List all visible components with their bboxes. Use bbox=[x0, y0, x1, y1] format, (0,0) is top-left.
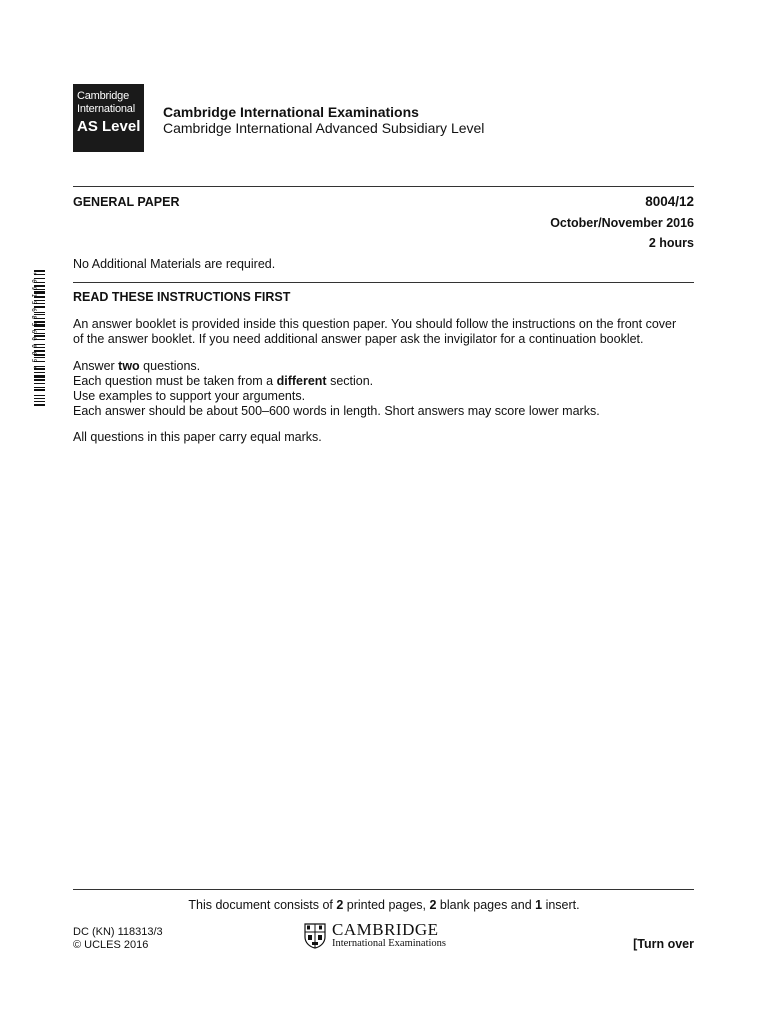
text-span: Answer bbox=[73, 359, 119, 373]
instruction-examples: Use examples to support your arguments. bbox=[73, 389, 306, 403]
exam-duration: 2 hours bbox=[648, 236, 694, 250]
brand-subtitle: International Examinations bbox=[332, 938, 447, 949]
document-reference bbox=[73, 926, 163, 952]
emphasis: different bbox=[276, 374, 327, 388]
crest-icon bbox=[304, 923, 326, 949]
as-level-logo bbox=[73, 84, 144, 152]
blank-count: 2 bbox=[429, 898, 437, 912]
paper-code: 8004/12 bbox=[645, 194, 694, 209]
divider-top bbox=[73, 186, 694, 187]
instruction-answer-count bbox=[73, 359, 703, 374]
brand-text bbox=[332, 921, 446, 950]
instructions-p1-line1: An answer booklet is provided inside this question paper. You should follow the instructions on the front cover bbox=[73, 317, 677, 331]
barcode-digits: * 6 9 1 5 6 8 5 6 0 0 0 5 * bbox=[30, 272, 37, 370]
paper-title: GENERAL PAPER bbox=[73, 195, 180, 209]
page-count-note bbox=[0, 898, 768, 912]
turn-over-label: [Turn over bbox=[633, 937, 694, 951]
text-span: section. bbox=[326, 374, 374, 388]
insert-count: 1 bbox=[535, 898, 543, 912]
text-span: Each question must be taken from a bbox=[73, 374, 277, 388]
instruction-length: Each answer should be about 500–600 words in length. Short answers may score lower marks. bbox=[73, 404, 600, 418]
copyright: © UCLES 2016 bbox=[73, 939, 149, 951]
logo-line-3: AS Level bbox=[77, 118, 141, 135]
text-span: questions. bbox=[139, 359, 201, 373]
org-subtitle: Cambridge International Advanced Subsidiary Level bbox=[163, 120, 485, 136]
text-span: printed pages, bbox=[343, 898, 430, 912]
divider-mid bbox=[73, 282, 694, 283]
divider-footer bbox=[73, 889, 694, 890]
logo-line-2: International bbox=[77, 103, 135, 115]
instructions-heading: READ THESE INSTRUCTIONS FIRST bbox=[73, 290, 291, 304]
materials-note: No Additional Materials are required. bbox=[73, 257, 276, 271]
reference-code: DC (KN) 118313/3 bbox=[73, 926, 163, 938]
instructions-paragraph-3: All questions in this paper carry equal marks. bbox=[73, 430, 322, 444]
org-title: Cambridge International Examinations bbox=[163, 104, 419, 120]
brand-word: CAMBRIDGE bbox=[332, 920, 439, 939]
text-span: blank pages and bbox=[436, 898, 536, 912]
text-span: This document consists of bbox=[188, 898, 337, 912]
emphasis: two bbox=[118, 359, 140, 373]
instructions-paragraph-2 bbox=[73, 359, 703, 419]
instructions-p1-line2: of the answer booklet. If you need additional answer paper ask the invigilator for a continuation booklet. bbox=[73, 332, 644, 346]
logo-line-1: Cambridge bbox=[77, 90, 130, 102]
instructions-paragraph-1 bbox=[73, 317, 703, 347]
exam-session: October/November 2016 bbox=[550, 216, 694, 230]
instruction-section-rule bbox=[73, 374, 703, 389]
text-span: insert. bbox=[542, 898, 580, 912]
cambridge-brand bbox=[304, 921, 446, 950]
barcode bbox=[27, 270, 45, 406]
printed-count: 2 bbox=[336, 898, 344, 912]
